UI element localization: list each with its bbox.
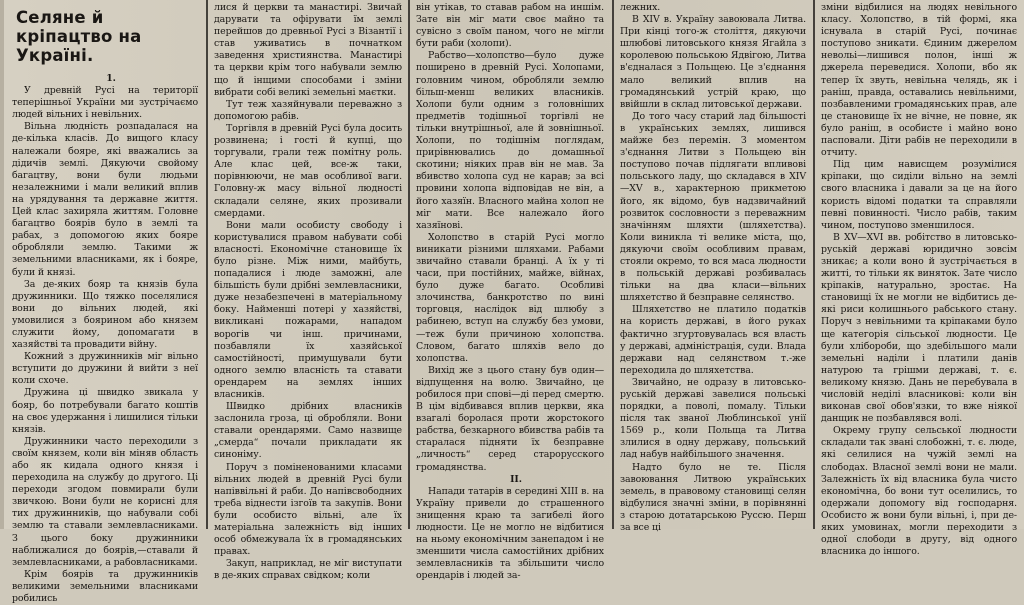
paragraph: лися й церкви та манастирі. Звичай дарувати та офірувати їм землі перейшов до древньої Русі з Візантії і став уживатись в почнатком заведення християнства. Манастирі та церкви крім того набували землю що й інщими способами і зміни вибрати собі великі земельні маєтки. bbox=[214, 2, 402, 98]
column-3 bbox=[416, 2, 604, 582]
paragraph: Вільна людність розпадалася на де-кілька класів. До вищого класу належали бояре, які вважались за дідичів землі. Дякуючи свойому багацтву, вони були людьми незалежними і мали великий вплив на урядування та державне життя. Цей клас захиряла життям. Головне багацтво боярів було в землі та рабах, з допомогою яких бояре обробляли землю. Такими ж земельними власниками, як і бояре, були й князі. bbox=[12, 121, 198, 278]
paragraph: Вихід же з цього стану був один—відпущення на волю. Звичайно, це робилося при спові—ді перед смертю. В цім відбивався вплив церкви, яка взагалі боролася проти жорстокого рабства, безкарного вбивства рабів та старалася підняти їх безправне „личность“ серед старорусского громадянства. bbox=[416, 364, 604, 473]
section-number: 1. bbox=[106, 73, 116, 84]
column-5 bbox=[821, 2, 1017, 558]
paragraph: Закуп, наприклад, не міг виступати в де-яких справах свідком; коли bbox=[214, 558, 402, 582]
paragraph: До того часу старий лад більшості в українських землях, лишився майже без перемін. З моментом з'єднання Литви з Польщею він поступово почав підлягати впливові польського ладу, що складався в XIV—XV в., характерною прикметою його, як відомо, був надзвичайний розвиток сословности з переважним значінням шляхти (шляхетства). Коли виникла ті велике міста, що, дякуючи своїм особливим правам, стояли окремо, то вся маса людности в польській державі розбивалась тільки на два класи—вільних шляхетство й безправне селянство. bbox=[620, 110, 806, 304]
paragraph: Дружинники часто переходили з своїм князем, коли він міняв область або як кидала одного князя і переходила на службу до другого. Ці переходи згодом повмирали були звичкою. Вони були не корисні для тих дружинників, що набували собі землю та ставали землевласниками. З цього боку дружинники наближалися до боярів,—ставали й землевласниками, а рабовласниками. bbox=[12, 435, 198, 568]
paragraph: За де-яких бояр та князів була дружинники. Що тяжко поселялися вони до вільних людей, які умовилися з боярином або князем служити йому, допомагати в хазяйстві та провадити війну. bbox=[12, 278, 198, 351]
paragraph: Напади татарів в середині XIII в. на Україну привели до страшенного знищення краю та загибелі його людности. Це не могло не відбитися на ньому економічним занепадом і не зменшити числа самостійних дрібних землевласників та збільшити число орендарів і людей за- bbox=[416, 485, 604, 582]
paragraph: Надто було не те. Після завоювання Литвою українських земель, в правовому становищі селян відбулися значні зміни, в порівнянні з старою дотатарською Руссю. Перш за все ці bbox=[620, 461, 806, 534]
paragraph: зміни відбилися на людях невільного класу. Холопство, в тій формі, яка існувала в старій Русі, починає поступово зникати. Єдиним джерелом невольі—лишився полон, інші ж джерела переведися. Холопи, вбо як тепер їх звуть, невільна челядь, як і раніш, правда, оставались невільними, позбавленими громадянських прав, але це становище їх не вічне, не повне, як було раніш, в особисте і майно воно пасповали. Діти рабів не переходили в отчиту. bbox=[821, 2, 1017, 159]
paragraph: В XV—XVI вв. робітство в литовсько-руській державі юридично зовсім зникає; а коли воно й зустрічається в житті, то тільки як виняток. Зате число кріпаків, натурально, зростає. На становищі їх не могли не відбитись де-які риси колишнього рабського стану. Поруч з невільними та кріпаками було ще категорія сільської людности. Це були хлібороби, що здебільшого мали земельні наділи і платили данів натурою та грішми державі, т. є. великому князю. Дань не перебувала в числовій неділі власникові: коли він виконав свої обов'язки, то вже ніякої данщик не позбавлявся волі. bbox=[821, 231, 1017, 425]
paragraph: він утікав, то ставав рабом на иншім. Зате він міг мати своє майно та сувісно з своїм паном, чого не мігли бути раби (холопи). bbox=[416, 2, 604, 50]
paragraph: Звичайно, не одразу в литовсько-руській державі завелися польські порядки, а поволі, помалу. Тільки після так званої Люблинської унії 1569 р., коли Польща та Литва злилися в одну державу, польський лад набув найбільшого значення. bbox=[620, 376, 806, 461]
column-divider bbox=[813, 0, 815, 529]
paragraph: Кожний з дружинників міг вільно вступити до дружини й вийти з неї коли схоче. bbox=[12, 351, 198, 387]
section-number: II. bbox=[510, 473, 522, 485]
paragraph: Окрему групу сельської людности складали так звані слобожні, т. є. люде, які селилися на чужій землі на слободах. Власної землі вони не мали. Залежність їх від власника була чисто економічна, бо вони тут оселились, то одержали допомогу від господарня. Особисто ж вони були вільні, і, при де-яких умовинах, могли переходити з одної слободи в другу, від одного власника до іншого. bbox=[821, 425, 1017, 558]
paragraph: Дружина ці швидко звикала у бояр, бо потребували багато коштів на своє удержання і лишилися тільки князів. bbox=[12, 387, 198, 435]
paragraph: Холопство в старій Русі могло виникати різними шляхами. Рабами звичайно ставали бранці. А їх у ті часи, при постійних, майже, війнах, було дуже багато. Особливі злочинства, банкротство по вині торговця, наслідок від шлюбу з рабинею, вступ на службу без умови,—теж були причиною холопства. Словом, багато шляхів вело до холопства. bbox=[416, 231, 604, 364]
column-2 bbox=[214, 2, 402, 582]
page-edge bbox=[0, 0, 4, 529]
column-divider bbox=[408, 0, 410, 529]
column-divider bbox=[612, 0, 614, 529]
paragraph: Тут теж хазяйнували переважно з допомогою рабів. bbox=[214, 98, 402, 122]
paragraph: Поруч з поміненованими класами вільних людей в древній Русі були напіввільні й раби. До напівсвободних треба віднести ізгоїв та закупів. Вони були особисто вільні, але їх матеріальна залежність від інших особ обмежувала їх в громадянських правах. bbox=[214, 461, 402, 558]
paragraph: Вони мали особисту свободу і користувалися правом набувати собі власності. Економічне становище їх було різне. Між ними, майбуть, попадалися і люде заможні, але більшість були дрібні землевласники, дуже незабезпечені в матеріальному боку. Найменші потері у хазяйстві, викликані пожарами, нападом ворогів чи інш. причинами, позбавляли їх хазяйської самостійності, примушували бути одного землю власність та ставати орендарем на землях інших власників. bbox=[214, 219, 402, 400]
paragraph: Крім боярів та дружинників великими земельними власниками робились bbox=[12, 568, 198, 605]
article-title: Селяне й кріпацтво на Україні. bbox=[16, 8, 142, 65]
paragraph: Швидко дрібних власників заслонила гроза, ці обробляли. Вони ставали орендарями. Само назвище „смерда“ почали прикладати як синоніму. bbox=[214, 401, 402, 461]
paragraph: лежних. bbox=[620, 2, 661, 13]
column-4 bbox=[620, 2, 806, 534]
paragraph: В XIV в. Україну завоювала Литва. При кінці того-ж століття, дякуючи шлюбові литовського князя Ягайла з королевою польською Ядвігою, Литва в'єдналася з Польщею. Це з'єднання мало великий вплив на громадянський устрій краю, що ввійшли в склад литовської держави. bbox=[620, 14, 806, 110]
paragraph: Торгівля в древній Русі була досить розвинена; і гості й купці, що торгували, грали теж помітну роль. Але клас цей, все-ж таки, порівнюючи, не мав особливої ваги. Головну-ж масу вільної людності складали селяне, яких прозивали смердами. bbox=[214, 122, 402, 219]
column-divider bbox=[206, 0, 208, 529]
paragraph: Шляхетство не платило податків на користь державі, в його руках фактично згуртовувалась вся власть у державі, адміністрація, суди. Влада держави над селянством т.-же переходила до шляхетства. bbox=[620, 304, 806, 376]
paragraph: Рабство—холопство—було дуже поширено в древній Русі. Холопами, головним чином, обробляли землю більш-менш великих власників. Холопи були одним з головніших предметів тодішньої торгівлі не тільки внутрішньої, але й зовнішньої. Холопи, по тодішнім поглядам, прирівнювались до домашньої скотини; ніяких прав він не мав. За вбивство холопа суд не карав; за всі провини холопа відповідав не він, а його хазяїн. Власного майна холоп не міг мати. Все належало його хазяїнові. bbox=[416, 50, 604, 231]
paragraph: У древній Русі на території теперішньої України ми зустрічаємо людей вільних і невільних. bbox=[12, 85, 198, 121]
paragraph: Під цим нависщем розумілися кріпаки, що сиділи вільно на землі свого власника і давали за це на його користь відомі податки та справляли певні повинності. Число рабів, таким чином, поступово зменшилося. bbox=[821, 159, 1017, 231]
column-1 bbox=[12, 2, 198, 605]
